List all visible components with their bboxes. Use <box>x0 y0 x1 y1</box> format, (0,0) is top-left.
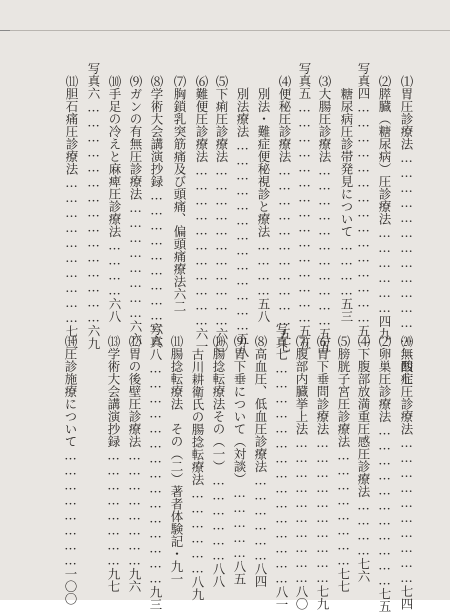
toc-entry: ⑺胸鎖乳突筋痛及び頭痛、偏頭痛療法六二 <box>172 75 187 313</box>
toc-entry: 古川耕衛氏の腸捻転療法………………八九 <box>190 348 205 601</box>
toc-entry: 糖尿病圧診帯発見について…………五三 <box>339 75 354 323</box>
toc-entry: ⑿胃の後壁圧診療法……………………九六 <box>127 335 142 593</box>
toc-entry: 別法療法…………………………………五八 <box>235 75 250 358</box>
toc-entry: ⒀学術大会講演抄録……………………九七 <box>106 335 121 593</box>
toc-entry: 写真六………………………………………六九 <box>86 62 101 350</box>
toc-entry: ⑵卵巣圧診療法……………………………七五 <box>377 335 392 613</box>
toc-entry: ⑼胃下垂について（対談）……………八五 <box>232 335 247 585</box>
toc-entry: ⑾腸捻転療法 その（二）著者体験記・九一 <box>169 335 184 585</box>
toc-entry: ⑷下腹部放満重圧感圧診療法…………七六 <box>356 335 371 583</box>
toc-entry: ⑸膀胱子宮圧診療法……………………七七 <box>336 335 351 593</box>
toc-entry: ⒁圧診施療について……………………一〇〇 <box>63 335 78 605</box>
toc-entry: ⑹難便圧診療法……………………………六一 <box>194 75 209 353</box>
toc-entry: 写真四………………………………………五一 <box>356 62 371 350</box>
toc-entry: ⑽腸捻転療法その（一）………………八八 <box>211 335 226 588</box>
toc-entry: ⑷便秘圧診療法……………………………五七 <box>277 75 292 353</box>
toc-entry: 写真八………………………………………九三 <box>148 323 163 611</box>
toc-entry: ⑶大腸圧診療法……………………………五五 <box>317 75 332 353</box>
toc-entry: ⑻高血圧、低血圧診療法………………八四 <box>253 335 268 588</box>
toc-entry: ⑽手足の冷えと麻痺圧診療法…………六八 <box>107 75 122 323</box>
toc-entry: ⑹胃下垂問診療法…………………………七九 <box>315 335 330 610</box>
toc-entry: ⑼ガンの有無圧診療法……………………六六 <box>128 75 143 345</box>
toc-entry: ⑴胃圧診療法……………………………………四七 <box>399 75 414 385</box>
toc-entry: ⑸下痢圧診療法……………………………六〇 <box>214 75 229 353</box>
toc-entry: 写真五………………………………………五五 <box>297 62 312 350</box>
toc-entry: 別法・難症便秘視診と療法…………五八 <box>256 75 271 323</box>
toc-entry: ⑻学術大会講演抄録………………………六六 <box>149 75 164 348</box>
top-rule <box>0 30 450 31</box>
toc-entry: 写真七………………………………………八一 <box>274 323 289 611</box>
toc-entry: ⑵膵臓（糖尿病）圧診療法………………四九 <box>377 75 392 340</box>
toc-entry: ⑾胆石痛圧診療法…………………………七二 <box>64 75 79 350</box>
left-rule-mark <box>0 30 10 31</box>
toc-entry: ⒇無酸症圧診療法…………………………七四 <box>399 335 414 610</box>
toc-entry: ⑺腹部内臓挙上法…………………………八〇 <box>294 335 309 610</box>
